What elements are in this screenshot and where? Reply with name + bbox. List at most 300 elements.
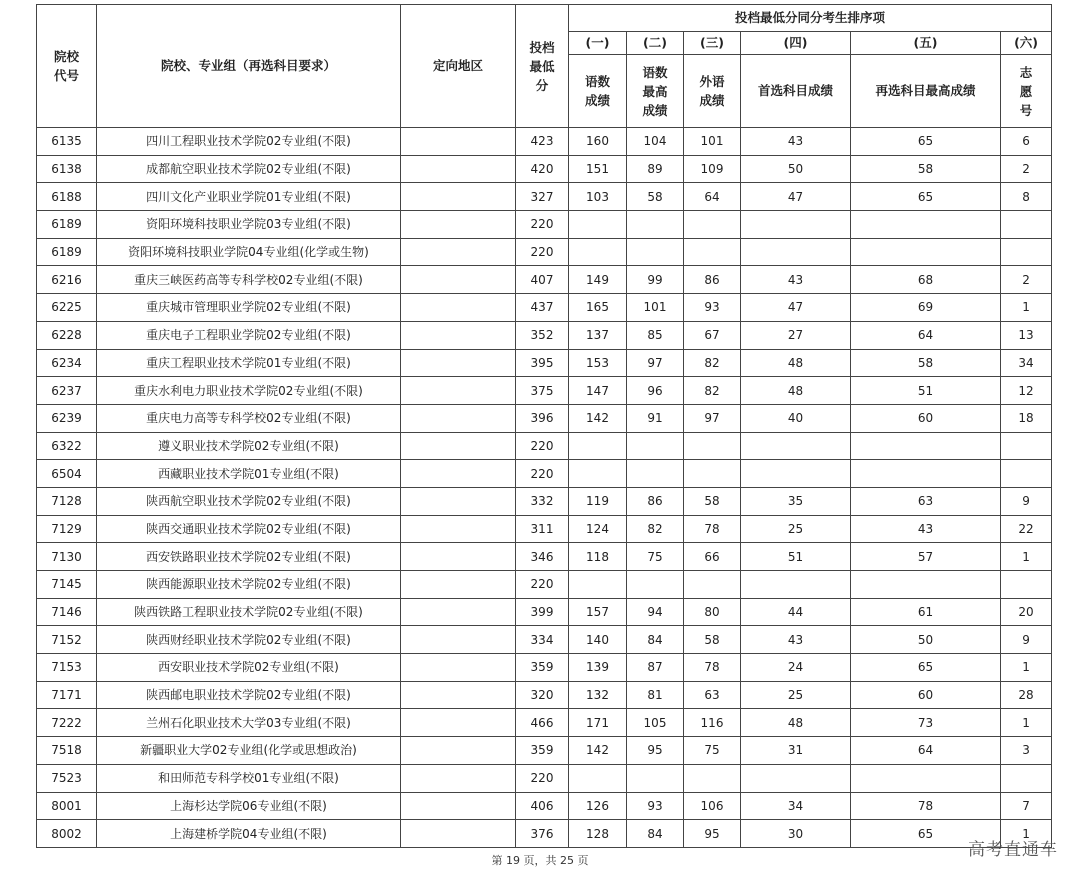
cell-name: 四川文化产业职业学院01专业组(不限) [97,183,401,211]
cell-first-subject: 43 [741,128,851,156]
cell-chinese-math-max: 94 [627,598,684,626]
cell-code: 7130 [37,543,97,571]
cell-foreign-lang: 80 [684,598,741,626]
cell-region [401,238,516,266]
cell-code: 7171 [37,681,97,709]
cell-code: 6135 [37,128,97,156]
cell-foreign-lang: 58 [684,626,741,654]
cell-region [401,571,516,599]
cell-region [401,515,516,543]
cell-elective-max: 73 [851,709,1001,737]
cell-min-score: 220 [516,238,569,266]
cell-foreign-lang: 93 [684,294,741,322]
cell-first-subject: 25 [741,515,851,543]
cell-chinese-math: 139 [569,654,627,682]
cell-region [401,681,516,709]
table-row [37,515,1052,543]
cell-code: 6504 [37,460,97,488]
cell-foreign-lang: 63 [684,681,741,709]
cell-foreign-lang: 86 [684,266,741,294]
cell-chinese-math: 147 [569,377,627,405]
cell-min-score: 466 [516,709,569,737]
cell-elective-max [851,211,1001,239]
cell-region [401,820,516,848]
cell-first-subject: 50 [741,155,851,183]
cell-region [401,709,516,737]
cell-chinese-math-max [627,238,684,266]
cell-chinese-math: 171 [569,709,627,737]
cell-region [401,128,516,156]
cell-min-score: 332 [516,487,569,515]
cell-name: 重庆城市管理职业学院02专业组(不限) [97,294,401,322]
cell-elective-max: 69 [851,294,1001,322]
cell-preference-no: 34 [1001,349,1052,377]
cell-code: 7152 [37,626,97,654]
cell-region [401,543,516,571]
cell-region [401,598,516,626]
cell-region [401,349,516,377]
cell-region [401,460,516,488]
cell-foreign-lang [684,764,741,792]
cell-chinese-math-max [627,432,684,460]
cell-chinese-math [569,571,627,599]
cell-chinese-math [569,764,627,792]
cell-foreign-lang [684,432,741,460]
cell-chinese-math-max: 105 [627,709,684,737]
header-name: 院校、专业组（再选科目要求） [97,5,401,128]
cell-preference-no: 9 [1001,626,1052,654]
table-row [37,460,1052,488]
cell-chinese-math-max: 81 [627,681,684,709]
cell-first-subject: 47 [741,294,851,322]
cell-chinese-math-max: 95 [627,737,684,765]
table-row [37,432,1052,460]
cell-elective-max: 64 [851,737,1001,765]
cell-first-subject: 35 [741,487,851,515]
cell-first-subject: 51 [741,543,851,571]
cell-first-subject: 34 [741,792,851,820]
header-sub-2: (二) [627,32,684,55]
table-row [37,294,1052,322]
cell-first-subject [741,764,851,792]
table-row [37,654,1052,682]
cell-min-score: 399 [516,598,569,626]
cell-chinese-math [569,460,627,488]
cell-foreign-lang: 82 [684,377,741,405]
table-row [37,321,1052,349]
cell-preference-no: 7 [1001,792,1052,820]
cell-preference-no [1001,432,1052,460]
cell-chinese-math: 153 [569,349,627,377]
cell-region [401,183,516,211]
cell-region [401,404,516,432]
cell-min-score: 376 [516,820,569,848]
cell-chinese-math-max [627,571,684,599]
cell-min-score: 359 [516,654,569,682]
cell-preference-no [1001,571,1052,599]
cell-chinese-math-max: 91 [627,404,684,432]
cell-code: 6189 [37,211,97,239]
cell-first-subject: 48 [741,709,851,737]
table-row [37,598,1052,626]
cell-chinese-math-max: 104 [627,128,684,156]
cell-chinese-math: 137 [569,321,627,349]
cell-name: 成都航空职业技术学院02专业组(不限) [97,155,401,183]
cell-code: 6225 [37,294,97,322]
cell-preference-no: 8 [1001,183,1052,211]
header-tie-group: 投档最低分同分考生排序项 [569,5,1052,32]
cell-foreign-lang: 97 [684,404,741,432]
cell-first-subject: 27 [741,321,851,349]
cell-foreign-lang: 106 [684,792,741,820]
cell-elective-max: 50 [851,626,1001,654]
cell-first-subject: 43 [741,626,851,654]
cell-chinese-math-max: 82 [627,515,684,543]
cell-region [401,792,516,820]
cell-chinese-math: 103 [569,183,627,211]
watermark: 高考直通车 [968,840,1058,860]
cell-foreign-lang: 64 [684,183,741,211]
cell-first-subject [741,211,851,239]
cell-foreign-lang [684,238,741,266]
cell-first-subject: 25 [741,681,851,709]
cell-region [401,654,516,682]
cell-name: 陕西交通职业技术学院02专业组(不限) [97,515,401,543]
cell-chinese-math-max: 99 [627,266,684,294]
cell-name: 陕西能源职业技术学院02专业组(不限) [97,571,401,599]
cell-code: 6322 [37,432,97,460]
cell-first-subject [741,432,851,460]
cell-chinese-math-max: 97 [627,349,684,377]
table-row [37,128,1052,156]
table-row [37,211,1052,239]
cell-code: 7153 [37,654,97,682]
cell-chinese-math-max [627,211,684,239]
cell-min-score: 220 [516,432,569,460]
table-row [37,487,1052,515]
table-row [37,404,1052,432]
cell-elective-max: 57 [851,543,1001,571]
cell-chinese-math-max: 84 [627,820,684,848]
header-elective-max: 再选科目最高成绩 [851,55,1001,128]
table-row [37,626,1052,654]
table-row [37,377,1052,405]
cell-min-score: 220 [516,764,569,792]
cell-name: 陕西铁路工程职业技术学院02专业组(不限) [97,598,401,626]
cell-name: 资阳环境科技职业学院04专业组(化学或生物) [97,238,401,266]
cell-foreign-lang: 58 [684,487,741,515]
header-preference-no: 志愿号 [1001,55,1052,128]
cell-preference-no: 1 [1001,294,1052,322]
cell-name: 重庆电子工程职业学院02专业组(不限) [97,321,401,349]
cell-first-subject: 31 [741,737,851,765]
cell-elective-max: 63 [851,487,1001,515]
cell-name: 重庆水利电力职业技术学院02专业组(不限) [97,377,401,405]
cell-foreign-lang: 116 [684,709,741,737]
cell-chinese-math-max: 101 [627,294,684,322]
cell-chinese-math: 151 [569,155,627,183]
cell-min-score: 220 [516,211,569,239]
cell-region [401,737,516,765]
cell-code: 7518 [37,737,97,765]
cell-code: 7129 [37,515,97,543]
header-sub-5: (五) [851,32,1001,55]
cell-name: 上海建桥学院04专业组(不限) [97,820,401,848]
cell-chinese-math-max: 75 [627,543,684,571]
cell-foreign-lang: 101 [684,128,741,156]
cell-chinese-math-max: 93 [627,792,684,820]
cell-foreign-lang [684,460,741,488]
table-row [37,709,1052,737]
cell-elective-max: 65 [851,128,1001,156]
cell-preference-no: 1 [1001,543,1052,571]
admission-table [36,4,1052,848]
cell-elective-max: 78 [851,792,1001,820]
cell-name: 上海杉达学院06专业组(不限) [97,792,401,820]
cell-foreign-lang: 78 [684,515,741,543]
header-first-subject: 首选科目成绩 [741,55,851,128]
cell-region [401,377,516,405]
cell-foreign-lang: 67 [684,321,741,349]
cell-elective-max [851,460,1001,488]
header-code: 院校代号 [37,5,97,128]
cell-preference-no: 28 [1001,681,1052,709]
cell-chinese-math: 124 [569,515,627,543]
cell-elective-max [851,432,1001,460]
cell-region [401,626,516,654]
cell-elective-max: 60 [851,681,1001,709]
cell-min-score: 320 [516,681,569,709]
table-row [37,238,1052,266]
cell-chinese-math: 126 [569,792,627,820]
cell-code: 6189 [37,238,97,266]
cell-code: 6234 [37,349,97,377]
cell-preference-no: 1 [1001,820,1052,848]
cell-min-score: 334 [516,626,569,654]
cell-code: 8001 [37,792,97,820]
cell-chinese-math-max: 84 [627,626,684,654]
cell-chinese-math: 128 [569,820,627,848]
cell-chinese-math: 157 [569,598,627,626]
cell-chinese-math: 118 [569,543,627,571]
cell-chinese-math-max: 86 [627,487,684,515]
cell-name: 和田师范专科学校01专业组(不限) [97,764,401,792]
cell-name: 四川工程职业技术学院02专业组(不限) [97,128,401,156]
cell-elective-max: 65 [851,654,1001,682]
table-row [37,792,1052,820]
cell-elective-max [851,238,1001,266]
cell-chinese-math: 119 [569,487,627,515]
cell-first-subject: 48 [741,377,851,405]
header-sub-6: (六) [1001,32,1052,55]
table-row [37,820,1052,848]
header-sub-4: (四) [741,32,851,55]
cell-code: 7146 [37,598,97,626]
cell-code: 7145 [37,571,97,599]
cell-code: 7128 [37,487,97,515]
cell-preference-no [1001,211,1052,239]
cell-preference-no [1001,460,1052,488]
cell-name: 重庆电力高等专科学校02专业组(不限) [97,404,401,432]
cell-foreign-lang: 95 [684,820,741,848]
cell-first-subject: 43 [741,266,851,294]
cell-elective-max: 64 [851,321,1001,349]
cell-name: 西安职业技术学院02专业组(不限) [97,654,401,682]
cell-first-subject: 48 [741,349,851,377]
cell-preference-no [1001,764,1052,792]
cell-name: 西安铁路职业技术学院02专业组(不限) [97,543,401,571]
cell-name: 重庆工程职业技术学院01专业组(不限) [97,349,401,377]
cell-code: 7523 [37,764,97,792]
cell-min-score: 346 [516,543,569,571]
cell-name: 资阳环境科技职业学院03专业组(不限) [97,211,401,239]
table-row [37,764,1052,792]
cell-elective-max: 58 [851,155,1001,183]
cell-preference-no: 3 [1001,737,1052,765]
cell-preference-no: 1 [1001,709,1052,737]
cell-chinese-math [569,211,627,239]
cell-name: 西藏职业技术学院01专业组(不限) [97,460,401,488]
header-chinese-math-max: 语数最高成绩 [627,55,684,128]
cell-chinese-math-max: 96 [627,377,684,405]
cell-first-subject [741,238,851,266]
cell-min-score: 406 [516,792,569,820]
cell-chinese-math: 140 [569,626,627,654]
cell-chinese-math-max: 58 [627,183,684,211]
cell-first-subject: 40 [741,404,851,432]
cell-region [401,266,516,294]
cell-foreign-lang: 75 [684,737,741,765]
cell-foreign-lang: 82 [684,349,741,377]
header-min-score: 投档最低分 [516,5,569,128]
cell-name: 遵义职业技术学院02专业组(不限) [97,432,401,460]
table-header [37,5,1052,128]
table-row [37,737,1052,765]
cell-foreign-lang [684,211,741,239]
cell-preference-no: 18 [1001,404,1052,432]
table-row [37,543,1052,571]
table-row [37,571,1052,599]
header-region: 定向地区 [401,5,516,128]
cell-code: 6237 [37,377,97,405]
cell-name: 新疆职业大学02专业组(化学或思想政治) [97,737,401,765]
cell-first-subject [741,460,851,488]
cell-min-score: 375 [516,377,569,405]
cell-chinese-math: 142 [569,737,627,765]
cell-elective-max: 60 [851,404,1001,432]
page-number: 第 19 页，共 25 页 [491,854,589,867]
cell-min-score: 423 [516,128,569,156]
header-sub-3: (三) [684,32,741,55]
cell-foreign-lang [684,571,741,599]
cell-elective-max: 43 [851,515,1001,543]
cell-chinese-math: 160 [569,128,627,156]
cell-preference-no: 1 [1001,654,1052,682]
cell-preference-no: 20 [1001,598,1052,626]
cell-min-score: 396 [516,404,569,432]
cell-elective-max: 68 [851,266,1001,294]
cell-min-score: 359 [516,737,569,765]
cell-chinese-math: 132 [569,681,627,709]
cell-chinese-math-max: 85 [627,321,684,349]
cell-elective-max: 65 [851,183,1001,211]
table-row [37,349,1052,377]
cell-preference-no: 6 [1001,128,1052,156]
cell-chinese-math: 165 [569,294,627,322]
cell-min-score: 420 [516,155,569,183]
cell-name: 陕西财经职业技术学院02专业组(不限) [97,626,401,654]
cell-min-score: 437 [516,294,569,322]
cell-foreign-lang: 66 [684,543,741,571]
table-row [37,681,1052,709]
cell-first-subject: 47 [741,183,851,211]
cell-chinese-math [569,238,627,266]
cell-code: 6138 [37,155,97,183]
cell-region [401,211,516,239]
cell-preference-no: 2 [1001,266,1052,294]
cell-preference-no: 12 [1001,377,1052,405]
cell-region [401,764,516,792]
cell-first-subject [741,571,851,599]
cell-elective-max: 65 [851,820,1001,848]
cell-first-subject: 30 [741,820,851,848]
cell-preference-no: 2 [1001,155,1052,183]
cell-region [401,155,516,183]
cell-foreign-lang: 78 [684,654,741,682]
cell-name: 兰州石化职业技术大学03专业组(不限) [97,709,401,737]
cell-chinese-math-max [627,460,684,488]
cell-code: 6239 [37,404,97,432]
cell-code: 6216 [37,266,97,294]
cell-first-subject: 44 [741,598,851,626]
header-sub-1: (一) [569,32,627,55]
cell-min-score: 407 [516,266,569,294]
header-foreign-lang: 外语成绩 [684,55,741,128]
cell-chinese-math-max: 87 [627,654,684,682]
table-body [37,128,1052,848]
cell-preference-no: 13 [1001,321,1052,349]
cell-name: 重庆三峡医药高等专科学校02专业组(不限) [97,266,401,294]
table-row [37,155,1052,183]
table-row [37,266,1052,294]
cell-min-score: 311 [516,515,569,543]
cell-chinese-math: 142 [569,404,627,432]
cell-chinese-math [569,432,627,460]
cell-first-subject: 24 [741,654,851,682]
cell-elective-max: 51 [851,377,1001,405]
cell-preference-no: 9 [1001,487,1052,515]
cell-code: 6228 [37,321,97,349]
cell-min-score: 327 [516,183,569,211]
cell-chinese-math: 149 [569,266,627,294]
cell-min-score: 395 [516,349,569,377]
cell-foreign-lang: 109 [684,155,741,183]
cell-name: 陕西航空职业技术学院02专业组(不限) [97,487,401,515]
header-chinese-math: 语数成绩 [569,55,627,128]
cell-preference-no: 22 [1001,515,1052,543]
table-row [37,183,1052,211]
cell-elective-max [851,571,1001,599]
cell-name: 陕西邮电职业技术学院02专业组(不限) [97,681,401,709]
cell-min-score: 220 [516,571,569,599]
cell-elective-max: 58 [851,349,1001,377]
cell-preference-no [1001,238,1052,266]
cell-region [401,432,516,460]
cell-chinese-math-max: 89 [627,155,684,183]
cell-min-score: 220 [516,460,569,488]
cell-min-score: 352 [516,321,569,349]
cell-code: 8002 [37,820,97,848]
